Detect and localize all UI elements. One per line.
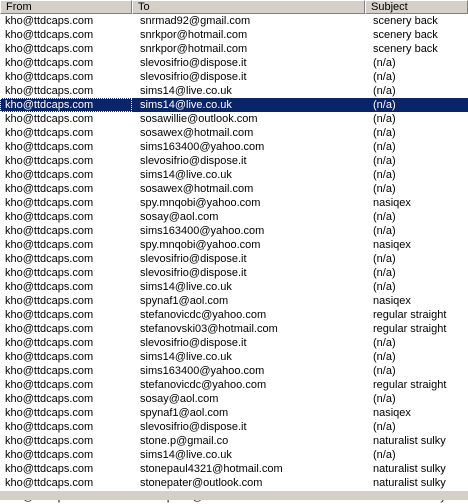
cell-from: kho@ttdcaps.com: [5, 463, 94, 475]
table-row[interactable]: [0, 266, 468, 280]
cell-from: kho@ttdcaps.com: [5, 211, 94, 223]
cell-to: sims14@live.co.uk: [140, 351, 232, 363]
table-row[interactable]: [0, 294, 468, 308]
cell-to: stonepaul4321@hotmail.com: [140, 463, 283, 475]
cell-from: kho@ttdcaps.com: [5, 127, 94, 139]
cell-to: spy.mnqobi@yahoo.com: [140, 239, 261, 251]
cell-from: kho@ttdcaps.com: [5, 183, 94, 195]
table-row[interactable]: [0, 462, 468, 476]
table-row[interactable]: [0, 378, 468, 392]
cell-from: kho@ttdcaps.com: [5, 85, 94, 97]
cell-subject: (n/a): [373, 127, 396, 139]
table-row[interactable]: [0, 56, 468, 70]
cell-subject: nasiqex: [373, 239, 411, 251]
column-header-to[interactable]: To: [132, 0, 365, 14]
cell-to: spy.mnqobi@yahoo.com: [140, 197, 261, 209]
cell-from: kho@ttdcaps.com: [5, 309, 94, 321]
table-row[interactable]: [0, 196, 468, 210]
cell-to: stone.p@gmail.co: [140, 435, 229, 447]
cell-subject: (n/a): [373, 141, 396, 153]
horizontal-scrollbar[interactable]: [0, 490, 468, 500]
column-header-subject[interactable]: Subject: [365, 0, 468, 14]
cell-subject: (n/a): [373, 337, 396, 349]
table-row[interactable]: [0, 140, 468, 154]
table-row[interactable]: [0, 322, 468, 336]
cell-subject: naturalist sulky: [373, 435, 446, 447]
table-row[interactable]: [0, 476, 468, 490]
cell-from: kho@ttdcaps.com: [5, 169, 94, 181]
cell-to: sims163400@yahoo.com: [140, 225, 265, 237]
cell-to: sims14@live.co.uk: [140, 99, 232, 111]
cell-subject: regular straight: [373, 379, 447, 391]
table-row[interactable]: [0, 364, 468, 378]
table-row[interactable]: [0, 280, 468, 294]
cell-from: kho@ttdcaps.com: [5, 337, 94, 349]
table-row[interactable]: [0, 112, 468, 126]
cell-from: kho@ttdcaps.com: [5, 141, 94, 153]
cell-to: sims14@live.co.uk: [140, 169, 232, 181]
cell-subject: regular straight: [373, 323, 447, 335]
table-row[interactable]: [0, 42, 468, 56]
cell-subject: (n/a): [373, 449, 396, 461]
table-row[interactable]: [0, 84, 468, 98]
cell-to: stefanovicdc@yahoo.com: [140, 379, 267, 391]
cell-to: sosay@aol.com: [140, 211, 219, 223]
cell-subject: (n/a): [373, 57, 396, 69]
table-row[interactable]: [0, 420, 468, 434]
cell-from: kho@ttdcaps.com: [5, 407, 94, 419]
column-header: [0, 0, 468, 14]
table-row[interactable]: [0, 224, 468, 238]
table-row[interactable]: [0, 154, 468, 168]
cell-to: slevosifrio@dispose.it: [140, 421, 247, 433]
cell-to: stefanovicdc@yahoo.com: [140, 309, 267, 321]
cell-to: sosawex@hotmail.com: [140, 127, 254, 139]
cell-subject: (n/a): [373, 421, 396, 433]
cell-subject: nasiqex: [373, 295, 411, 307]
table-row[interactable]: [0, 308, 468, 322]
cell-to: sims163400@yahoo.com: [140, 365, 265, 377]
message-list: [0, 14, 468, 504]
cell-from: kho@ttdcaps.com: [5, 281, 94, 293]
cell-subject: (n/a): [373, 113, 396, 125]
cell-to: snrkpor@hotmail.com: [140, 29, 248, 41]
cell-subject: (n/a): [373, 393, 396, 405]
cell-to: snrmad92@gmail.com: [140, 15, 251, 27]
cell-from: kho@ttdcaps.com: [5, 295, 94, 307]
cell-from: kho@ttdcaps.com: [5, 43, 94, 55]
cell-to: stefanovski03@hotmail.com: [140, 323, 278, 335]
table-row[interactable]: [0, 168, 468, 182]
table-row[interactable]: [0, 98, 468, 112]
table-row[interactable]: [0, 406, 468, 420]
cell-from: kho@ttdcaps.com: [5, 477, 94, 489]
table-row[interactable]: [0, 350, 468, 364]
cell-from: kho@ttdcaps.com: [5, 253, 94, 265]
cell-subject: (n/a): [373, 225, 396, 237]
cell-to: stonepater@outlook.com: [140, 477, 263, 489]
cell-from: kho@ttdcaps.com: [5, 57, 94, 69]
cell-subject: (n/a): [373, 281, 396, 293]
cell-to: snrkpor@hotmail.com: [140, 43, 248, 55]
cell-from: kho@ttdcaps.com: [5, 351, 94, 363]
cell-subject: nasiqex: [373, 407, 411, 419]
table-row[interactable]: [0, 448, 468, 462]
cell-subject: (n/a): [373, 183, 396, 195]
table-row[interactable]: [0, 392, 468, 406]
cell-subject: naturalist sulky: [373, 477, 446, 489]
cell-from: kho@ttdcaps.com: [5, 267, 94, 279]
cell-from: kho@ttdcaps.com: [5, 239, 94, 251]
cell-subject: (n/a): [373, 169, 396, 181]
cell-to: slevosifrio@dispose.it: [140, 337, 247, 349]
table-row[interactable]: [0, 238, 468, 252]
cell-from: kho@ttdcaps.com: [5, 393, 94, 405]
column-header-from[interactable]: From: [0, 0, 132, 14]
cell-from: kho@ttdcaps.com: [5, 113, 94, 125]
cell-to: sims14@live.co.uk: [140, 85, 232, 97]
cell-subject: naturalist sulky: [373, 463, 446, 475]
cell-from: kho@ttdcaps.com: [5, 379, 94, 391]
cell-to: sosawillie@outlook.com: [140, 113, 258, 125]
cell-subject: (n/a): [373, 99, 396, 111]
cell-subject: (n/a): [373, 351, 396, 363]
table-row[interactable]: [0, 14, 468, 28]
table-row[interactable]: [0, 126, 468, 140]
table-row[interactable]: [0, 252, 468, 266]
cell-from: kho@ttdcaps.com: [5, 29, 94, 41]
cell-subject: scenery back: [373, 15, 438, 27]
cell-subject: scenery back: [373, 43, 438, 55]
cell-from: kho@ttdcaps.com: [5, 155, 94, 167]
cell-to: slevosifrio@dispose.it: [140, 57, 247, 69]
cell-from: kho@ttdcaps.com: [5, 225, 94, 237]
table-row[interactable]: [0, 336, 468, 350]
cell-to: sims163400@yahoo.com: [140, 141, 265, 153]
cell-to: sims14@live.co.uk: [140, 281, 232, 293]
cell-to: sosawex@hotmail.com: [140, 183, 254, 195]
cell-from: kho@ttdcaps.com: [5, 365, 94, 377]
cell-subject: nasiqex: [373, 197, 411, 209]
cell-subject: (n/a): [373, 253, 396, 265]
cell-from: kho@ttdcaps.com: [5, 449, 94, 461]
cell-subject: (n/a): [373, 267, 396, 279]
cell-to: sosay@aol.com: [140, 393, 219, 405]
cell-subject: (n/a): [373, 155, 396, 167]
table-row[interactable]: [0, 70, 468, 84]
cell-to: slevosifrio@dispose.it: [140, 267, 247, 279]
cell-to: spynaf1@aol.com: [140, 295, 229, 307]
cell-subject: (n/a): [373, 365, 396, 377]
cell-to: slevosifrio@dispose.it: [140, 71, 247, 83]
cell-from: kho@ttdcaps.com: [5, 197, 94, 209]
table-row[interactable]: [0, 182, 468, 196]
table-row[interactable]: [0, 28, 468, 42]
cell-from: kho@ttdcaps.com: [0, 98, 132, 112]
cell-to: spynaf1@aol.com: [140, 407, 229, 419]
cell-from: kho@ttdcaps.com: [5, 15, 94, 27]
cell-subject: (n/a): [373, 71, 396, 83]
cell-from: kho@ttdcaps.com: [5, 435, 94, 447]
cell-to: slevosifrio@dispose.it: [140, 155, 247, 167]
cell-from: kho@ttdcaps.com: [5, 323, 94, 335]
cell-from: kho@ttdcaps.com: [5, 421, 94, 433]
cell-to: sims14@live.co.uk: [140, 449, 232, 461]
cell-from: kho@ttdcaps.com: [5, 71, 94, 83]
cell-subject: (n/a): [373, 211, 396, 223]
cell-subject: regular straight: [373, 309, 447, 321]
cell-subject: scenery back: [373, 29, 438, 41]
table-row[interactable]: [0, 210, 468, 224]
cell-subject: (n/a): [373, 85, 396, 97]
cell-to: slevosifrio@dispose.it: [140, 253, 247, 265]
table-row[interactable]: [0, 434, 468, 448]
